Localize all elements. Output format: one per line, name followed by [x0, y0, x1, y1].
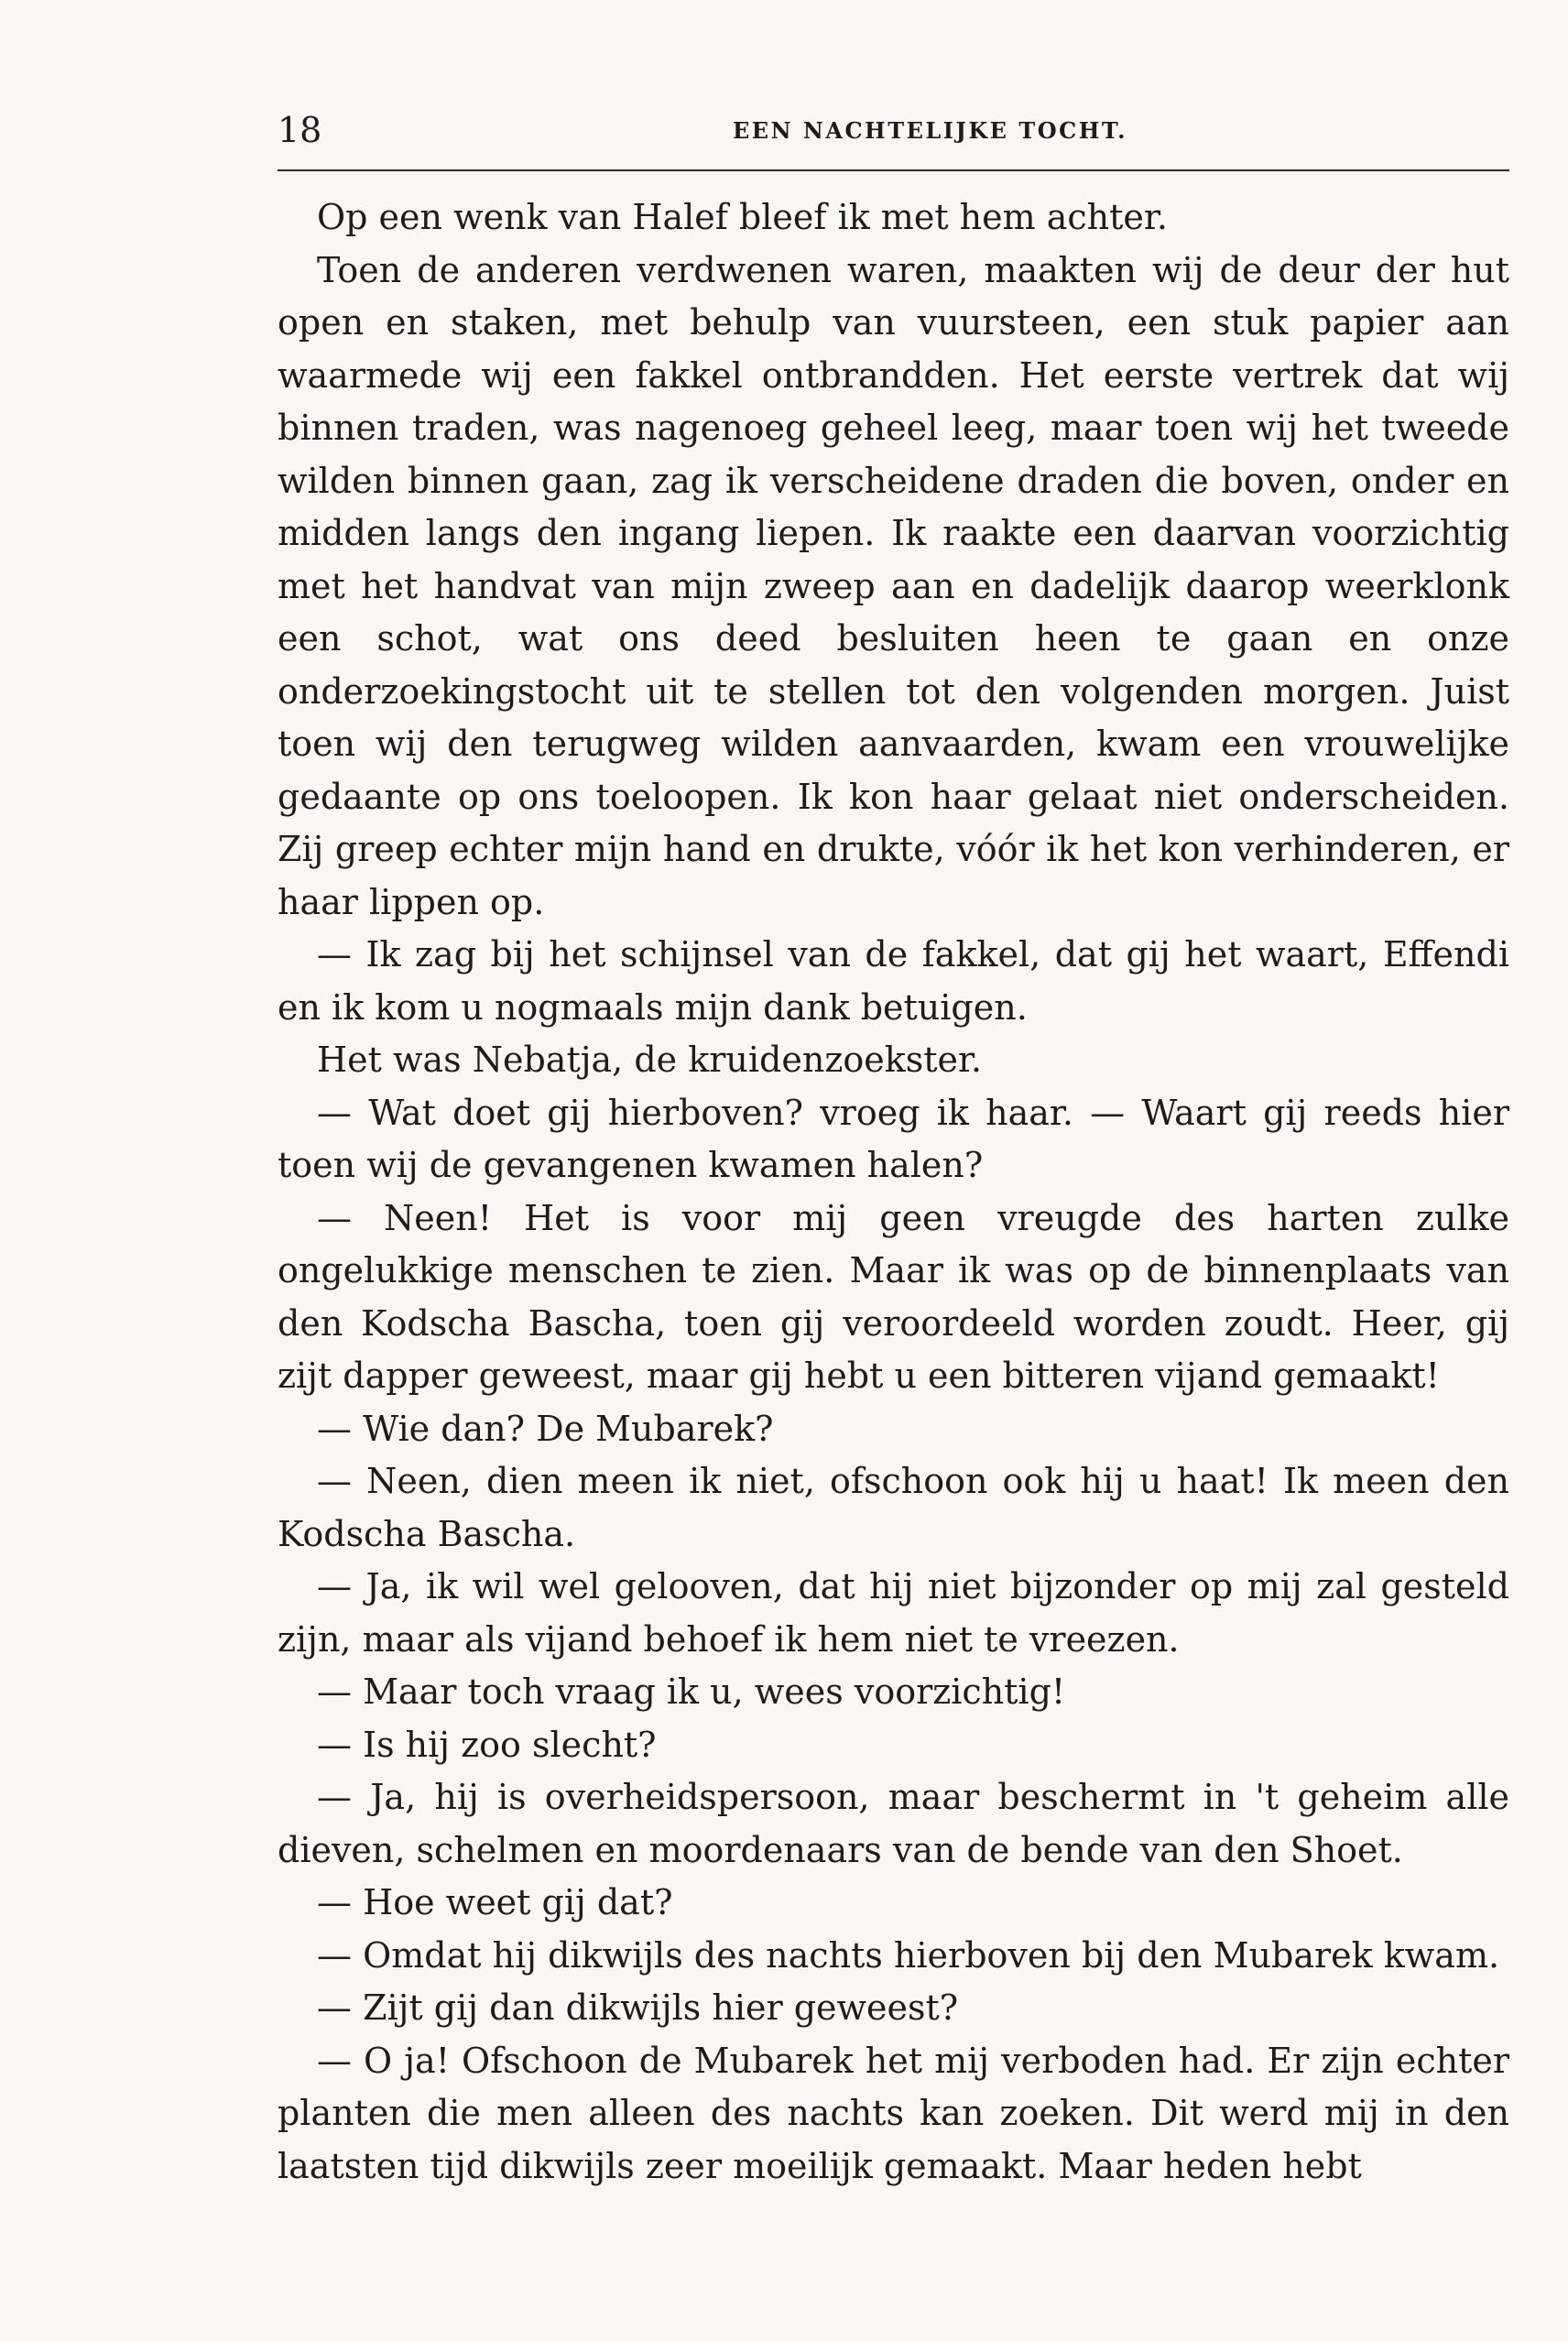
- paragraph: — Maar toch vraag ik u, wees voorzichtig!: [317, 1671, 1066, 1712]
- paragraph: — Is hij zoo slecht?: [317, 1724, 657, 1765]
- paragraph: Toen de anderen verdwenen waren, maakten wij de deur der hut open en staken, met behulp van vuursteen, een stuk papier aan waarmede wij een fakkel ontbrandden. Het eerste vertrek dat wij binnen traden, was nagenoeg geheel leeg, maar toen wij het tweede wilden binnen gaan, zag ik verscheidene draden die boven, onder en midden langs den ingang liepen. Ik raakte een daarvan voorzichtig met het handvat van mijn zweep aan en dadelijk daarop weerklonk een schot, wat ons deed besluiten heen te gaan en onze onderzoekingstocht uit te stellen tot den volgenden morgen. Juist toen wij den terugweg wilden aanvaarden, kwam een vrouwelijke gedaante op ons toeloopen. Ik kon haar gelaat niet onderscheiden. Zij greep echter mijn hand en drukte, vóór ik het kon verhinderen, er haar lippen op.: [278, 249, 1509, 922]
- paragraph: — Wie dan? De Mubarek?: [317, 1408, 774, 1449]
- paragraph: — Ja, ik wil wel gelooven, dat hij niet bijzonder op mij zal gesteld zijn, maar als vijand behoef ik hem niet te vreezen.: [278, 1566, 1509, 1660]
- running-title: EEN NACHTELIJKE TOCHT.: [733, 117, 1127, 144]
- paragraph: — Wat doet gij hierboven? vroeg ik haar. — Waart gij reeds hier toen wij de gevangenen kwamen halen?: [278, 1092, 1509, 1185]
- page-number: 18: [278, 110, 322, 150]
- paragraph: — Neen! Het is voor mij geen vreugde des harten zulke ongelukkige menschen te zien. Maar ik was op de binnenplaats van den Kodscha Bascha, toen gij veroordeeld worden zoudt. Heer, gij zijt dapper geweest, maar gij hebt u een bitteren vijand gemaakt!: [278, 1197, 1509, 1396]
- paragraph: Het was Nebatja, de kruidenzoekster.: [317, 1040, 983, 1080]
- paragraph: — O ja! Ofschoon de Mubarek het mij verboden had. Er zijn echter planten die men alleen des nachts kan zoeken. Dit werd mij in den laatsten tijd dikwijls zeer moeilijk gemaakt. Maar heden hebt: [278, 2040, 1509, 2186]
- paragraph: — Omdat hij dikwijls des nachts hierboven bij den Mubarek kwam.: [317, 1934, 1500, 1976]
- paragraph: — Neen, dien meen ik niet, ofschoon ook hij u haat! Ik meen den Kodscha Bascha.: [278, 1461, 1509, 1554]
- page-header: [278, 108, 1509, 163]
- paragraph: — Hoe weet gij dat?: [317, 1882, 673, 1922]
- paragraph: — Ik zag bij het schijnsel van de fakkel, dat gij het waart, Effendi en ik kom u nogmaals mijn dank betuigen.: [278, 934, 1509, 1028]
- header-rule: [278, 169, 1509, 171]
- paragraph: Op een wenk van Halef bleef ik met hem achter.: [317, 197, 1168, 237]
- paragraph: — Ja, hij is overheidspersoon, maar beschermt in 't geheim alle dieven, schelmen en moordenaars van de bende van den Shoet.: [278, 1777, 1509, 1870]
- paragraph: — Zijt gij dan dikwijls hier geweest?: [317, 1987, 959, 2028]
- body-text: [278, 191, 1509, 2193]
